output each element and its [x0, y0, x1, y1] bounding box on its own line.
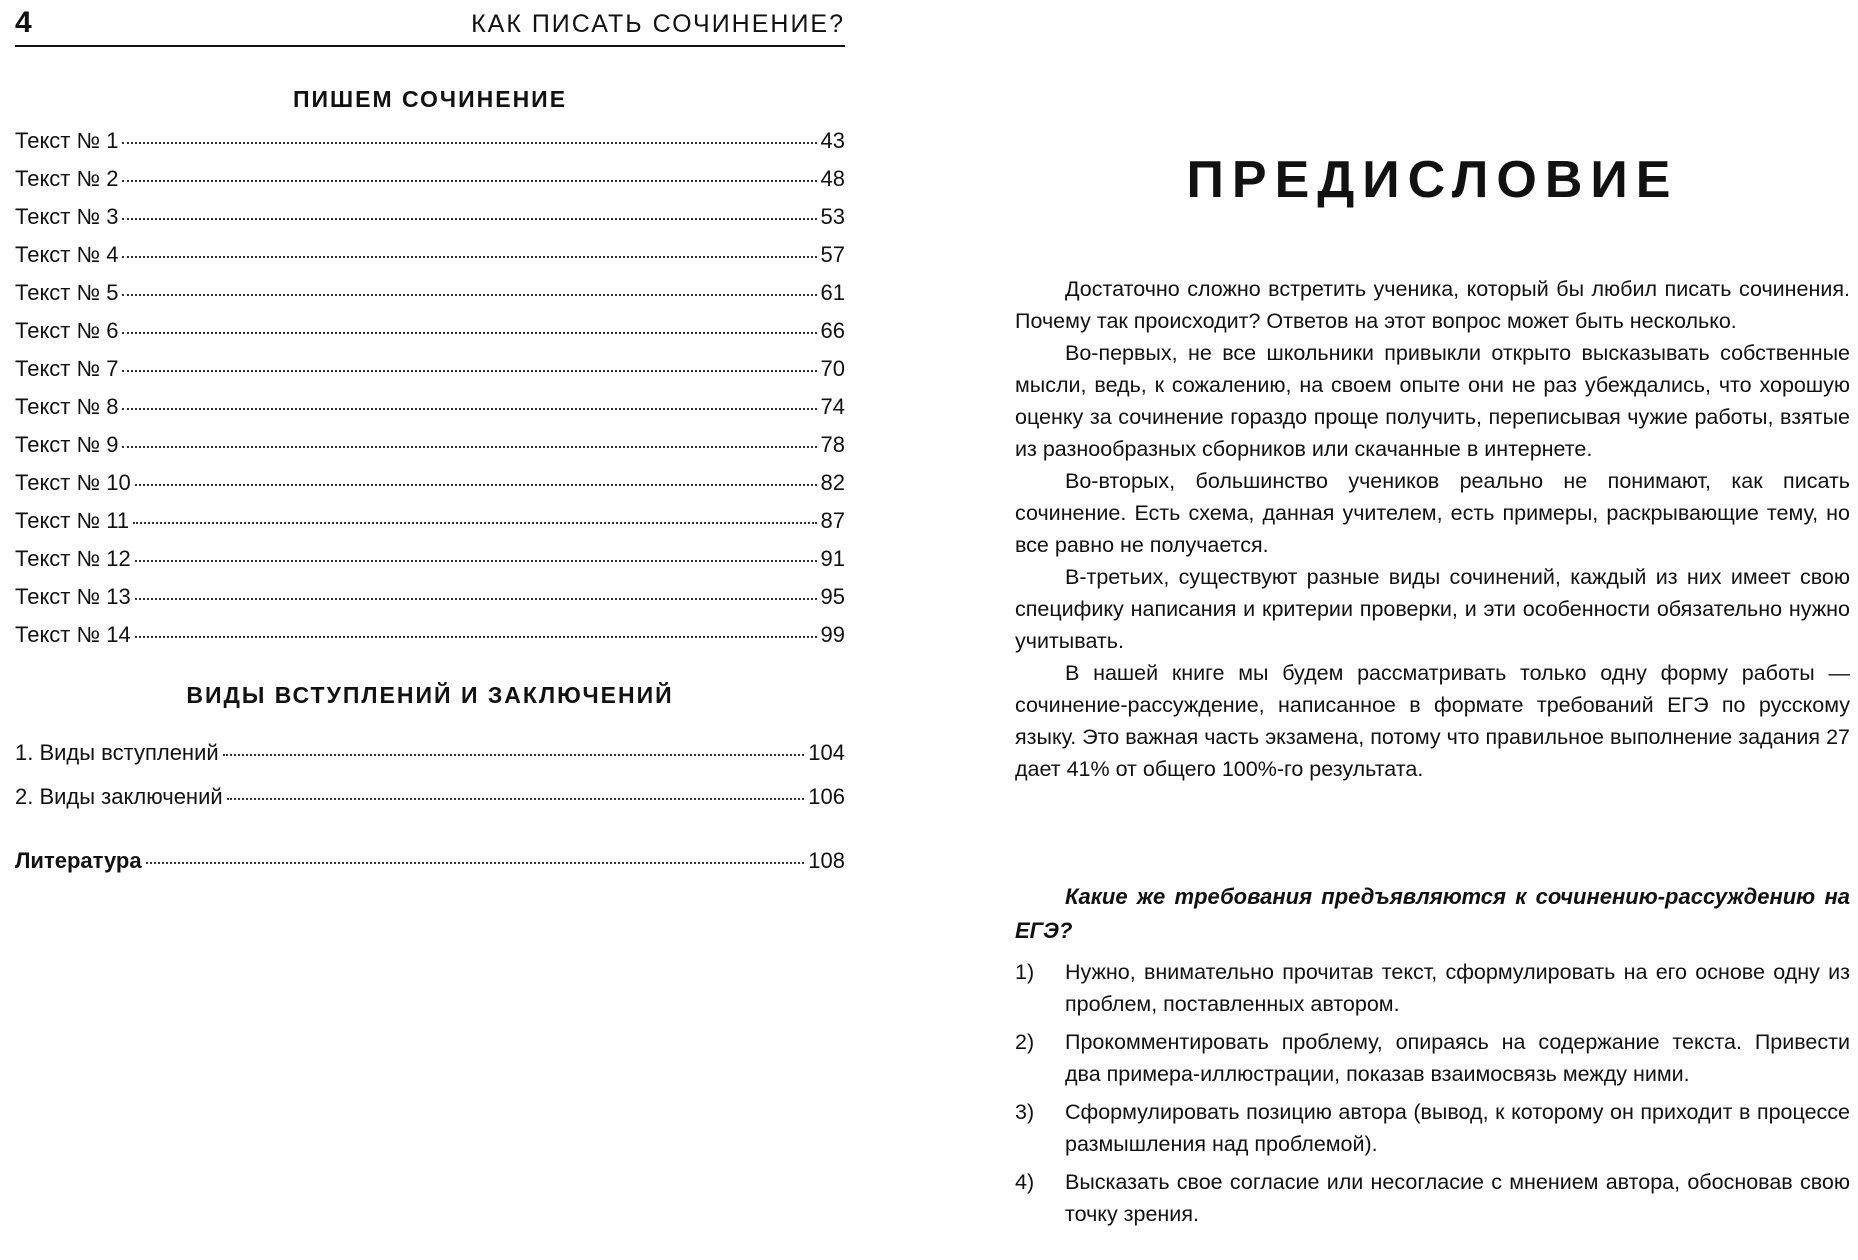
toc-leader-dots: [122, 293, 816, 296]
toc-row-text-7[interactable]: [15, 356, 845, 394]
toc-texts-list: [15, 128, 845, 660]
toc-leader-dots: [227, 797, 805, 800]
toc-row-text-1[interactable]: [15, 128, 845, 166]
preface-paragraph: В-третьих, существуют разные виды сочинений, каждый из них имеет свою специфику написания и критерии проверки, и эти особенности обязательно нужно учитывать.: [1015, 565, 1850, 653]
toc-page-number: 53: [820, 204, 845, 229]
toc-row-intro-1[interactable]: [15, 740, 845, 784]
requirement-number: 2): [1015, 1030, 1035, 1054]
toc-page-number: 43: [820, 128, 845, 153]
toc-label: Текст № 13: [15, 584, 131, 609]
toc-leader-dots: [135, 597, 817, 600]
toc-row-text-5[interactable]: [15, 280, 845, 318]
toc-row-text-6[interactable]: [15, 318, 845, 356]
toc-row-text-3[interactable]: [15, 204, 845, 242]
toc-leader-dots: [122, 331, 816, 334]
preface-paragraph: Во-вторых, большинство учеников реально не понимают, как писать сочинение. Есть схема, данная учителем, есть примеры, раскрывающие тему, но все равно не получается.: [1015, 469, 1850, 557]
toc-row-text-13[interactable]: [15, 584, 845, 622]
toc-page-number: 82: [820, 470, 845, 495]
toc-row-text-2[interactable]: [15, 166, 845, 204]
toc-row-text-10[interactable]: [15, 470, 845, 508]
toc-label: Текст № 3: [15, 204, 119, 229]
requirement-item: [1015, 1026, 1850, 1090]
requirements-question: Какие же требования предъявляются к сочинению-рассуждению на ЕГЭ?: [1015, 884, 1850, 943]
toc-row-text-4[interactable]: [15, 242, 845, 280]
toc-label: Текст № 12: [15, 546, 131, 571]
toc-page-number: 104: [808, 740, 845, 765]
running-header: [15, 4, 845, 44]
header-rule: [15, 45, 845, 47]
left-page: [15, 0, 845, 1260]
toc-page-number: 61: [820, 280, 845, 305]
section-title-intros: ВИДЫ ВСТУПЛЕНИЙ И ЗАКЛЮЧЕНИЙ: [186, 682, 674, 708]
toc-leader-dots: [122, 179, 816, 182]
requirement-text: Прокомментировать проблему, опираясь на содержание текста. Привести два примера-иллюстрации, показав взаимосвязь между ними.: [1065, 1030, 1850, 1086]
toc-label: Текст № 4: [15, 242, 119, 267]
toc-page-number: 78: [820, 432, 845, 457]
toc-page-number: 95: [820, 584, 845, 609]
toc-label: Текст № 6: [15, 318, 119, 343]
toc-row-text-14[interactable]: [15, 622, 845, 660]
toc-label: Текст № 1: [15, 128, 119, 153]
requirement-text: Высказать свое согласие или несогласие с мнением автора, обосновав свою точку зрения.: [1065, 1170, 1850, 1226]
toc-row-text-8[interactable]: [15, 394, 845, 432]
right-page: [1015, 0, 1850, 1260]
toc-leader-dots: [122, 141, 816, 144]
section-title-writing: ПИШЕМ СОЧИНЕНИЕ: [292, 86, 568, 112]
preface-paragraph: В нашей книге мы будем рассматривать только одну форму работы — сочинение-рассуждение, написанное в формате требований ЕГЭ по русскому языку. Это важная часть экзамена, потому что правильное выполнение задания 27 дает 41% от общего 100%-го результата.: [1015, 661, 1850, 781]
toc-leader-dots: [135, 483, 817, 486]
requirement-number: 1): [1015, 960, 1035, 984]
toc-literature-label: Литература: [15, 848, 142, 873]
requirement-number: 3): [1015, 1100, 1035, 1124]
toc-label: Текст № 8: [15, 394, 119, 419]
toc-label: 2. Виды заключений: [15, 784, 223, 809]
running-title: КАК ПИСАТЬ СОЧИНЕНИЕ?: [471, 10, 845, 38]
toc-leader-dots: [135, 559, 817, 562]
toc-page-number: 66: [820, 318, 845, 343]
toc-label: Текст № 14: [15, 622, 131, 647]
requirement-text: Сформулировать позицию автора (вывод, к которому он приходит в процессе размышления над проблемой).: [1065, 1100, 1850, 1156]
toc-label: Текст № 9: [15, 432, 119, 457]
toc-leader-dots: [146, 861, 805, 864]
toc-leader-dots: [223, 753, 805, 756]
requirements-list: [1015, 956, 1850, 1236]
toc-page-number: 87: [820, 508, 845, 533]
toc-row-text-11[interactable]: [15, 508, 845, 546]
requirement-item: [1015, 956, 1850, 1020]
toc-label: Текст № 11: [15, 508, 130, 533]
toc-leader-dots: [133, 521, 816, 524]
toc-leader-dots: [122, 369, 816, 372]
page-number: 4: [15, 6, 32, 39]
toc-leader-dots: [122, 217, 816, 220]
requirement-number: 4): [1015, 1170, 1035, 1194]
preface-paragraph: Во-первых, не все школьники привыкли открыто высказывать собственные мысли, ведь, к сожалению, на своем опыте они не раз убеждались, что хорошую оценку за сочинение гораздо проще получить, переписывая чужие работы, взятые из разнообразных сборников или скачанные в интернете.: [1015, 341, 1850, 461]
toc-intros-list: [15, 740, 845, 828]
toc-page-number: 48: [820, 166, 845, 191]
toc-label: 1. Виды вступлений: [15, 740, 219, 765]
requirement-item: [1015, 1096, 1850, 1160]
toc-literature-row[interactable]: [15, 848, 845, 888]
toc-page-number: 70: [820, 356, 845, 381]
toc-page-number: 57: [820, 242, 845, 267]
requirement-item: [1015, 1166, 1850, 1230]
toc-leader-dots: [122, 255, 816, 258]
toc-page-number: 91: [820, 546, 845, 571]
requirement-text: Нужно, внимательно прочитав текст, сформулировать на его основе одну из проблем, поставленных автором.: [1065, 960, 1850, 1016]
toc-label: Текст № 10: [15, 470, 131, 495]
toc-leader-dots: [122, 445, 816, 448]
toc-page-number: 99: [820, 622, 845, 647]
toc-label: Текст № 5: [15, 280, 119, 305]
toc-page-number: 106: [808, 784, 845, 809]
preface-title: ПРЕДИСЛОВИЕ: [1186, 151, 1679, 209]
toc-leader-dots: [122, 407, 816, 410]
toc-row-text-12[interactable]: [15, 546, 845, 584]
toc-label: Текст № 7: [15, 356, 119, 381]
preface-paragraph: Достаточно сложно встретить ученика, который бы любил писать сочинения. Почему так происходит? Ответов на этот вопрос может быть несколько.: [1015, 277, 1850, 333]
toc-label: Текст № 2: [15, 166, 119, 191]
toc-literature-page: 108: [808, 848, 845, 873]
preface-body: [1015, 273, 1850, 785]
toc-row-intro-2[interactable]: [15, 784, 845, 828]
toc-page-number: 74: [820, 394, 845, 419]
toc-leader-dots: [135, 635, 817, 638]
toc-row-text-9[interactable]: [15, 432, 845, 470]
